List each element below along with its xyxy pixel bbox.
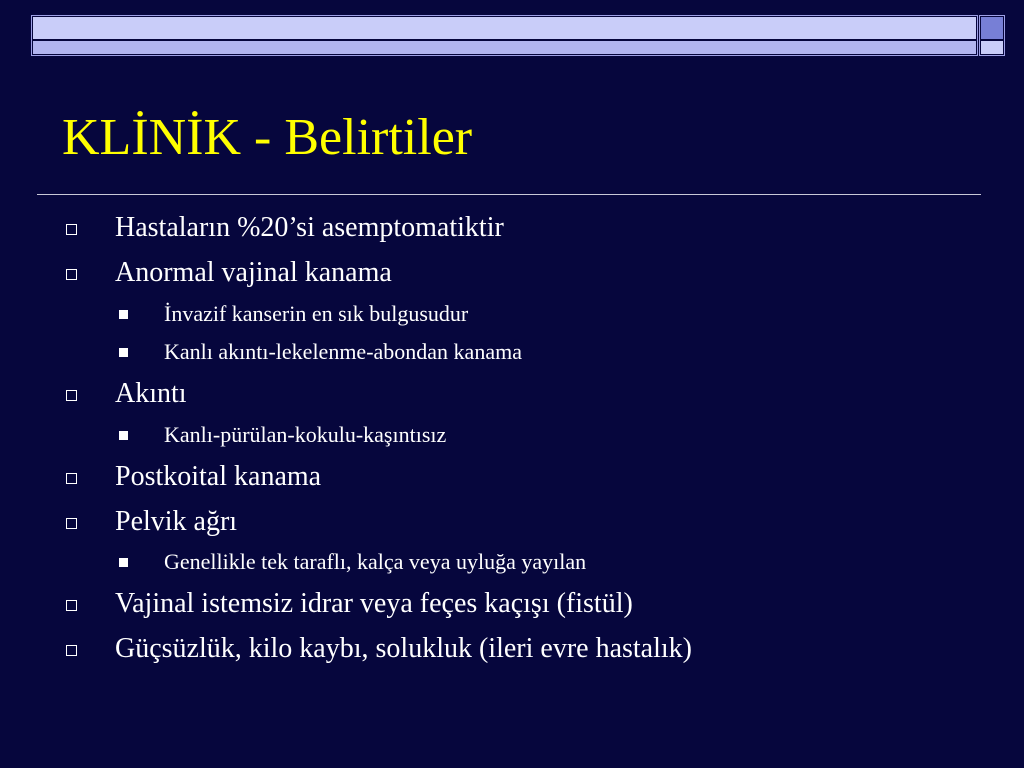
bullet-item: Vajinal istemsiz idrar veya feçes kaçışı (fistül) [115,588,633,619]
bullet-item: Güçsüzlük, kilo kaybı, solukluk (ileri evre hastalık) [115,633,692,664]
sub-bullet-item: Kanlı akıntı-lekelenme-abondan kanama [164,339,522,364]
hollow-square-bullet-icon [66,473,77,484]
hollow-square-bullet-icon [66,600,77,611]
hollow-square-bullet-icon [66,269,77,280]
hollow-square-bullet-icon [66,645,77,656]
bullet-item: Pelvik ağrı [115,506,238,537]
header-bar-top-stripe [33,17,976,39]
header-square-bottom [981,41,1003,54]
filled-square-bullet-icon [119,431,128,440]
sub-bullet-item: Kanlı-pürülan-kokulu-kaşıntısız [164,422,447,447]
title-divider [37,194,981,195]
hollow-square-bullet-icon [66,224,77,235]
filled-square-bullet-icon [119,558,128,567]
filled-square-bullet-icon [119,348,128,357]
header-square-fill [981,17,1003,39]
hollow-square-bullet-icon [66,390,77,401]
bullet-item: Hastaların %20’si asemptomatiktir [115,212,504,243]
header-bar-bottom-stripe [33,41,976,54]
sub-bullet-item: İnvazif kanserin en sık bulgusudur [164,301,469,326]
bullet-item: Postkoital kanama [115,461,322,492]
bullet-item: Akıntı [115,378,187,409]
sub-bullet-item: Genellikle tek taraflı, kalça veya uyluğa yayılan [164,549,587,574]
filled-square-bullet-icon [119,310,128,319]
slide-title: KLİNİK - Belirtiler [62,109,473,166]
hollow-square-bullet-icon [66,518,77,529]
bullet-item: Anormal vajinal kanama [115,257,392,288]
